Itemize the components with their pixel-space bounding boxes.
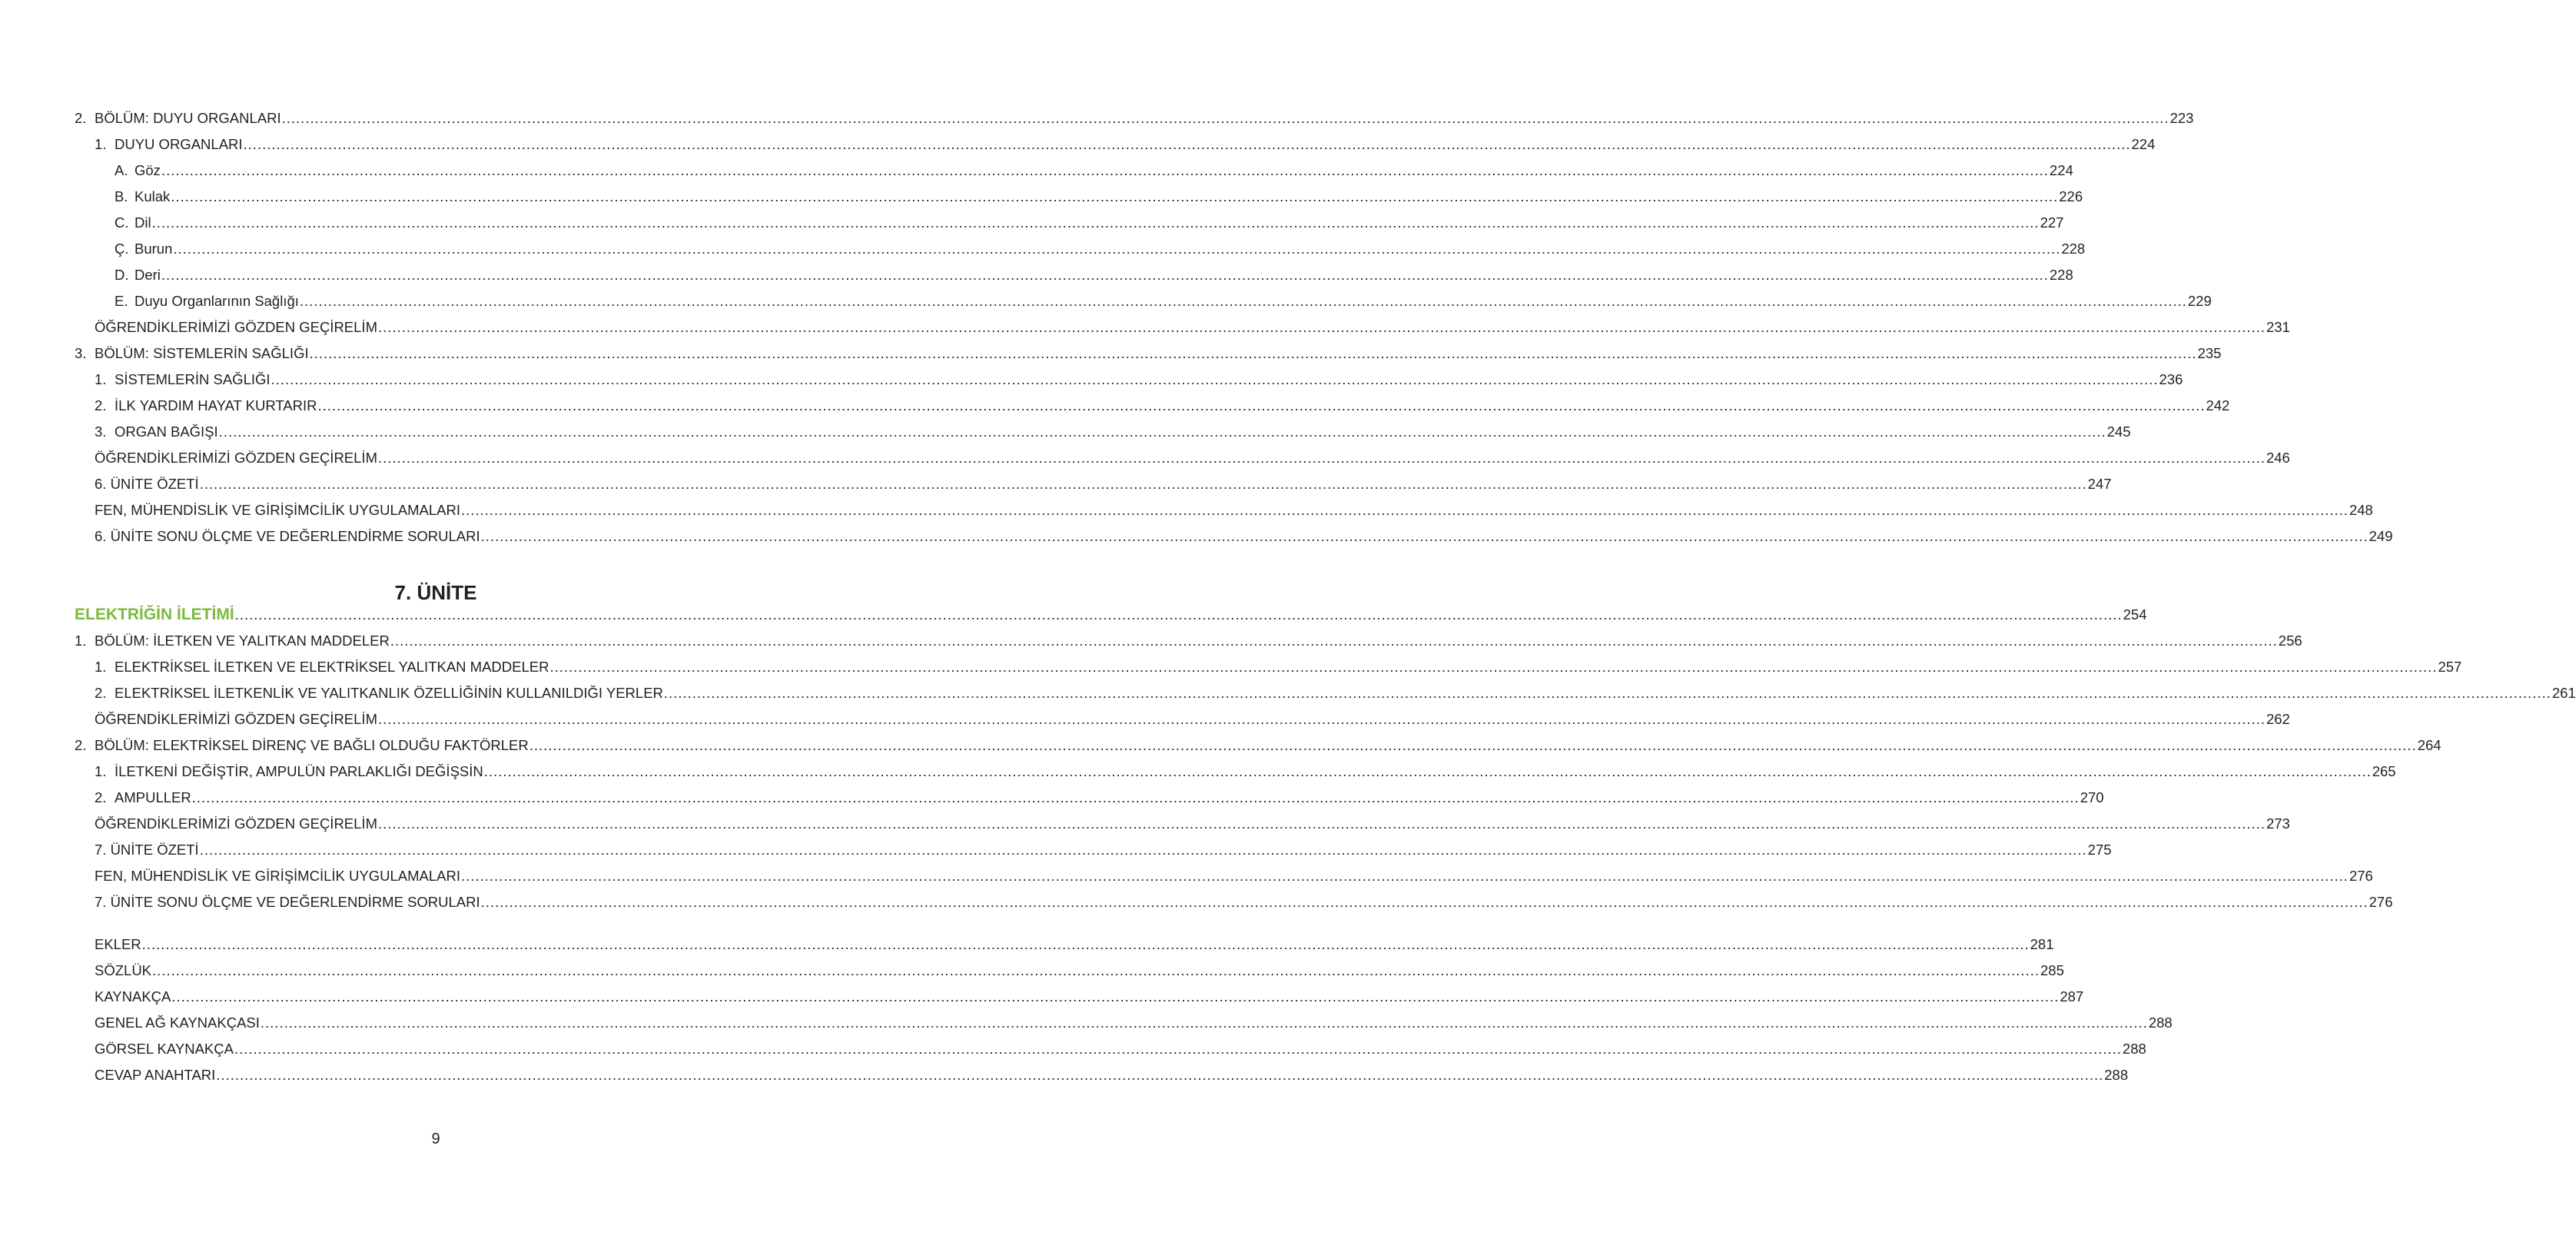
toc-entry-label-group — [95, 711, 377, 728]
toc-entry-label-group — [115, 241, 172, 257]
dot-leader: ................................................................................................................................................................................................................................................................................................................................................................................................................ — [161, 162, 2049, 178]
toc-entry-label-group — [95, 763, 483, 780]
dot-leader: ................................................................................................................................................................................................................................................................................................................................................................................................................ — [549, 659, 2438, 675]
toc-entry-title: ÖĞRENDİKLERİMİZİ GÖZDEN GEÇİRELİM — [95, 450, 377, 466]
toc-entry-number: 1. — [95, 371, 107, 387]
toc-entry-title: Burun — [134, 241, 173, 257]
toc-entry-page: 227 — [2040, 214, 2064, 231]
toc-entry-title: SÖZLÜK — [95, 962, 152, 978]
toc-entry-label-group — [115, 214, 151, 231]
page-number: 9 — [431, 1131, 440, 1147]
toc-entry-label-group — [95, 1067, 215, 1084]
dot-leader: ................................................................................................................................................................................................................................................................................................................................................................................................................ — [378, 319, 2266, 335]
toc-entry-label-group — [75, 633, 390, 649]
toc-entry-page: 288 — [2104, 1067, 2129, 1083]
toc-entry-page: 270 — [2080, 789, 2104, 805]
toc-entry-page: 275 — [2087, 842, 2112, 858]
toc-entry-label-group — [115, 162, 161, 179]
toc-entry-title: BÖLÜM: ELEKTRİKSEL DİRENÇ VE BAĞLI OLDUĞU FAKTÖRLER — [95, 737, 529, 753]
dot-leader: ................................................................................................................................................................................................................................................................................................................................................................................................................ — [173, 241, 2061, 257]
toc-entry-number: A. — [115, 162, 128, 178]
dot-leader: ................................................................................................................................................................................................................................................................................................................................................................................................................ — [216, 1067, 2104, 1083]
dot-leader: ................................................................................................................................................................................................................................................................................................................................................................................................................ — [299, 293, 2187, 309]
toc-entry[interactable] — [75, 231, 2086, 257]
toc-entry[interactable] — [75, 953, 2064, 979]
toc-entry-page: 273 — [2266, 815, 2290, 832]
toc-entry[interactable] — [75, 519, 2393, 545]
toc-entry-page: 276 — [2349, 868, 2373, 884]
dot-leader: ................................................................................................................................................................................................................................................................................................................................................................................................................ — [378, 815, 2266, 832]
unit-heading: 7. ÜNİTE — [394, 581, 477, 604]
toc-entry-title: GÖRSEL KAYNAKÇA — [95, 1041, 234, 1057]
toc-entry-page: 262 — [2266, 711, 2290, 727]
toc-entry-label-group — [75, 345, 309, 362]
toc-entry-page: 287 — [2060, 988, 2084, 1005]
toc-entry-label-group — [95, 1015, 260, 1031]
toc-entry[interactable] — [75, 388, 2230, 414]
toc-entry-label-group — [95, 502, 460, 519]
toc-entry-title: BÖLÜM: İLETKEN VE YALITKAN MADDELER — [95, 633, 390, 649]
toc-entry[interactable] — [75, 927, 2054, 953]
toc-entry-page: 249 — [2369, 528, 2393, 544]
toc-entry-page: 245 — [2106, 423, 2131, 440]
toc-entry-label-group — [95, 136, 243, 153]
toc-entry-page: 246 — [2266, 450, 2290, 466]
toc-entry-page: 228 — [2049, 267, 2073, 283]
toc-entry-page: 228 — [2061, 241, 2086, 257]
toc-entry-title: Göz — [134, 162, 161, 178]
toc-entry-label-group — [95, 423, 218, 440]
toc-entry[interactable] — [75, 127, 2156, 153]
toc-entry-number: 1. — [95, 136, 107, 152]
toc-entry[interactable] — [75, 676, 2576, 702]
toc-entry-label-group — [95, 397, 317, 414]
dot-leader: ................................................................................................................................................................................................................................................................................................................................................................................................................ — [151, 214, 2040, 231]
toc-entry-label-group — [115, 267, 161, 284]
toc-entry-title: İLK YARDIM HAYAT KURTARIR — [115, 397, 317, 413]
toc-entry[interactable] — [75, 858, 2373, 885]
toc-entry-number: 1. — [75, 633, 87, 649]
toc-entry-label-group — [95, 450, 377, 467]
toc-entry-title: ELEKTRİKSEL İLETKENLİK VE YALITKANLIK ÖZELLİĞİNİN KULLANILDIĞI YERLER — [115, 685, 663, 701]
toc-entry[interactable] — [75, 780, 2104, 806]
toc-entry-title: ÖĞRENDİKLERİMİZİ GÖZDEN GEÇİRELİM — [95, 711, 377, 727]
dot-leader: ................................................................................................................................................................................................................................................................................................................................................................................................................ — [460, 868, 2349, 884]
toc-entry-title: Duyu Organlarının Sağlığı — [134, 293, 299, 309]
toc-entry-title: FEN, MÜHENDİSLİK VE GİRİŞİMCİLİK UYGULAMALARI — [95, 868, 460, 884]
toc-entry[interactable] — [75, 1058, 2129, 1084]
toc-entry-title: ORGAN BAĞIŞI — [115, 423, 218, 440]
dot-leader: ................................................................................................................................................................................................................................................................................................................................................................................................................ — [152, 962, 2040, 978]
dot-leader: ................................................................................................................................................................................................................................................................................................................................................................................................................ — [171, 188, 2059, 204]
dot-leader: ................................................................................................................................................................................................................................................................................................................................................................................................................ — [171, 988, 2060, 1005]
toc-entry-title: DUYU ORGANLARI — [115, 136, 243, 152]
toc-entry-label-group — [95, 528, 480, 545]
dot-leader: ................................................................................................................................................................................................................................................................................................................................................................................................................ — [260, 1015, 2148, 1031]
toc-entry-label-group — [95, 962, 151, 979]
toc-entry-title: EKLER — [95, 936, 141, 952]
toc-entry[interactable] — [75, 205, 2064, 231]
toc-entry-label-group — [75, 110, 281, 127]
toc-entry-label-group — [95, 815, 377, 832]
toc-entry[interactable] — [75, 414, 2131, 440]
toc-entry[interactable] — [75, 179, 2083, 205]
toc-entry-page: 261 — [2551, 685, 2576, 701]
toc-entry-number: E. — [115, 293, 128, 309]
dot-leader: ................................................................................................................................................................................................................................................................................................................................................................................................................ — [281, 110, 2169, 126]
dot-leader: ................................................................................................................................................................................................................................................................................................................................................................................................................ — [161, 267, 2049, 283]
toc-entry-label-group — [95, 868, 460, 885]
toc-entry-page: 224 — [2131, 136, 2156, 152]
toc-entry[interactable] — [75, 101, 2194, 127]
toc-entry-page: 257 — [2438, 659, 2462, 675]
toc-entry[interactable] — [75, 728, 2442, 754]
dot-leader: ................................................................................................................................................................................................................................................................................................................................................................................................................ — [234, 606, 2123, 623]
toc-entry[interactable] — [75, 310, 2290, 336]
toc-entry-page: 242 — [2206, 397, 2230, 413]
toc-entry-page: 288 — [2148, 1015, 2173, 1031]
toc-entry-page: 247 — [2087, 476, 2112, 492]
toc-entry-number: D. — [115, 267, 129, 283]
toc-entry-number: 3. — [95, 423, 107, 440]
toc-entry-label-group — [95, 476, 199, 493]
toc-entry[interactable] — [75, 284, 2212, 310]
toc-entry-page: 288 — [2122, 1041, 2146, 1057]
toc-entry[interactable] — [75, 832, 2112, 858]
toc-entry-title: ELEKTRİĞİN İLETİMİ — [75, 606, 234, 623]
toc-entry-page: 264 — [2417, 737, 2442, 753]
toc-entry-page: 224 — [2049, 162, 2073, 178]
dot-leader: ................................................................................................................................................................................................................................................................................................................................................................................................................ — [271, 371, 2159, 387]
toc-entry-title: 7. ÜNİTE SONU ÖLÇME VE DEĞERLENDİRME SORULARI — [95, 894, 480, 910]
toc-entry-title: AMPULLER — [115, 789, 191, 805]
toc-entry[interactable] — [75, 257, 2073, 284]
toc-entry[interactable] — [75, 467, 2112, 493]
toc-entry-label-group — [95, 936, 141, 953]
dot-leader: ................................................................................................................................................................................................................................................................................................................................................................................................................ — [234, 1041, 2122, 1057]
toc-entry-label-group — [95, 685, 663, 702]
dot-leader: ................................................................................................................................................................................................................................................................................................................................................................................................................ — [378, 450, 2266, 466]
toc-entry-label-group — [95, 371, 271, 388]
dot-leader: ................................................................................................................................................................................................................................................................................................................................................................................................................ — [460, 502, 2349, 518]
toc-entry-number: 3. — [75, 345, 87, 361]
toc-entry-page: 254 — [2123, 606, 2147, 623]
toc-entry-number: 2. — [95, 685, 107, 701]
toc-entry[interactable] — [75, 493, 2373, 519]
toc-entry[interactable] — [75, 153, 2073, 179]
dot-leader: ................................................................................................................................................................................................................................................................................................................................................................................................................ — [378, 711, 2266, 727]
toc-entry-title: SİSTEMLERİN SAĞLIĞI — [115, 371, 271, 387]
toc-entry-title: İLETKENİ DEĞİŞTİR, AMPULÜN PARLAKLIĞI DEĞİŞSİN — [115, 763, 483, 779]
dot-leader: ................................................................................................................................................................................................................................................................................................................................................................................................................ — [199, 842, 2087, 858]
toc-entry-label-group — [95, 988, 171, 1005]
dot-leader: ................................................................................................................................................................................................................................................................................................................................................................................................................ — [480, 528, 2369, 544]
toc-entry-title: ÖĞRENDİKLERİMİZİ GÖZDEN GEÇİRELİM — [95, 319, 377, 335]
toc-entry-page: 235 — [2197, 345, 2222, 361]
dot-leader: ................................................................................................................................................................................................................................................................................................................................................................................................................ — [317, 397, 2206, 413]
toc-entry-number: 2. — [75, 110, 87, 126]
dot-leader: ................................................................................................................................................................................................................................................................................................................................................................................................................ — [390, 633, 2278, 649]
toc-entry-number: 1. — [95, 763, 107, 779]
toc-entry[interactable] — [75, 806, 2290, 832]
dot-leader: ................................................................................................................................................................................................................................................................................................................................................................................................................ — [141, 936, 2030, 952]
toc-entry-page: 226 — [2059, 188, 2083, 204]
toc-entry-title: 6. ÜNİTE ÖZETİ — [95, 476, 199, 492]
toc-entry-title: CEVAP ANAHTARI — [95, 1067, 216, 1083]
dot-leader: ................................................................................................................................................................................................................................................................................................................................................................................................................ — [480, 894, 2369, 910]
toc-entry-title: FEN, MÜHENDİSLİK VE GİRİŞİMCİLİK UYGULAMALARI — [95, 502, 460, 518]
toc-entry-label-group — [75, 606, 234, 623]
toc-entry-page: 265 — [2372, 763, 2396, 779]
toc-entry-number: 2. — [75, 737, 87, 753]
toc-entry-page: 248 — [2349, 502, 2373, 518]
toc-entry[interactable] — [75, 623, 2302, 649]
toc-entry[interactable] — [75, 336, 2222, 362]
toc-entry-title: Dil — [134, 214, 151, 231]
toc-entry-label-group — [95, 659, 549, 676]
toc-entry-label-group — [95, 789, 191, 806]
toc-entry-label-group — [95, 894, 480, 911]
toc-entry[interactable] — [75, 649, 2462, 676]
toc-entry-title: Deri — [134, 267, 161, 283]
toc-entry-page: 256 — [2278, 633, 2302, 649]
dot-leader: ................................................................................................................................................................................................................................................................................................................................................................................................................ — [199, 476, 2087, 492]
toc-entry[interactable] — [75, 702, 2290, 728]
dot-leader: ................................................................................................................................................................................................................................................................................................................................................................................................................ — [243, 136, 2131, 152]
toc-entry[interactable] — [75, 979, 2084, 1005]
toc-entry[interactable] — [75, 362, 2183, 388]
toc-entry-page: 229 — [2187, 293, 2212, 309]
toc-entry-label-group — [115, 188, 170, 205]
toc-entry-title: Kulak — [134, 188, 171, 204]
toc-entry-number: 1. — [95, 659, 107, 675]
toc-entry-page: 231 — [2266, 319, 2290, 335]
toc-entry-page: 236 — [2159, 371, 2183, 387]
toc-entry[interactable] — [75, 1005, 2173, 1031]
toc-entry-number: B. — [115, 188, 128, 204]
toc-entry-title: 6. ÜNİTE SONU ÖLÇME VE DEĞERLENDİRME SORULARI — [95, 528, 480, 544]
toc-entry-title: ELEKTRİKSEL İLETKEN VE ELEKTRİKSEL YALITKAN MADDELER — [115, 659, 549, 675]
toc-entry-label-group — [75, 737, 529, 754]
toc-entry-title: ÖĞRENDİKLERİMİZİ GÖZDEN GEÇİRELİM — [95, 815, 377, 832]
toc-entry-page: 276 — [2369, 894, 2393, 910]
toc-entry-label-group — [95, 319, 377, 336]
toc-entry-title: KAYNAKÇA — [95, 988, 171, 1005]
toc-entry-page: 285 — [2040, 962, 2064, 978]
toc-entry-label-group — [95, 1041, 234, 1058]
toc-entry[interactable] — [75, 1031, 2146, 1058]
toc-entry-page: 281 — [2030, 936, 2054, 952]
toc-entry-title: BÖLÜM: SİSTEMLERİN SAĞLIĞI — [95, 345, 309, 361]
dot-leader: ................................................................................................................................................................................................................................................................................................................................................................................................................ — [218, 423, 2106, 440]
dot-leader: ................................................................................................................................................................................................................................................................................................................................................................................................................ — [483, 763, 2372, 779]
toc-entry[interactable] — [75, 754, 2396, 780]
toc-entry-number: C. — [115, 214, 129, 231]
toc-entry-label-group — [115, 293, 299, 310]
dot-leader: ................................................................................................................................................................................................................................................................................................................................................................................................................ — [663, 685, 2551, 701]
toc-entry[interactable] — [75, 885, 2393, 911]
toc-entry-title: GENEL AĞ KAYNAKÇASI — [95, 1015, 260, 1031]
toc-entry-number: Ç. — [115, 241, 129, 257]
dot-leader: ................................................................................................................................................................................................................................................................................................................................................................................................................ — [529, 737, 2417, 753]
toc-entry-number: 2. — [95, 397, 107, 413]
toc-entry-title: 7. ÜNİTE ÖZETİ — [95, 842, 199, 858]
toc-entry-label-group — [95, 842, 199, 858]
toc-entry-page: 223 — [2169, 110, 2194, 126]
dot-leader: ................................................................................................................................................................................................................................................................................................................................................................................................................ — [309, 345, 2197, 361]
toc-entry-title: BÖLÜM: DUYU ORGANLARI — [95, 110, 281, 126]
toc-entry-number: 2. — [95, 789, 107, 805]
toc-entry[interactable] — [75, 440, 2290, 467]
dot-leader: ................................................................................................................................................................................................................................................................................................................................................................................................................ — [191, 789, 2080, 805]
